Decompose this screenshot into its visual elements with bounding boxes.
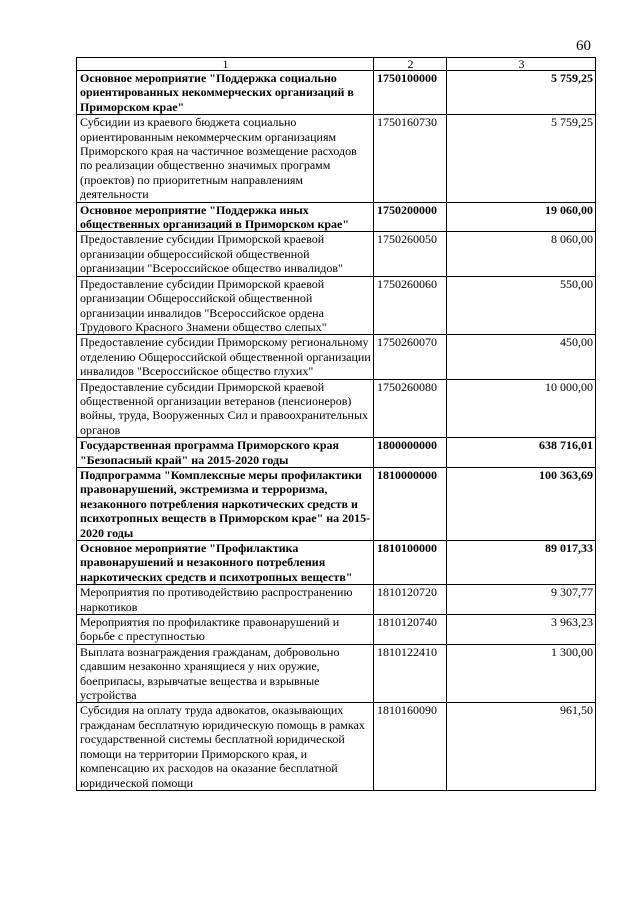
row-amount: 89 017,33 <box>447 541 596 585</box>
row-amount: 550,00 <box>447 276 596 335</box>
row-amount: 9 307,77 <box>447 585 596 615</box>
table-header-row <box>77 58 596 71</box>
row-name: Мероприятия по профилактике правонарушений и борьбе с преступностью <box>77 615 374 645</box>
table-row <box>77 335 596 379</box>
table-row <box>77 644 596 703</box>
row-name: Выплата вознаграждения гражданам, добровольно сдавшим незаконно хранящиеся у них оружие, боеприпасы, взрывчатые вещества и взрывные устройства <box>77 644 374 703</box>
row-name: Основное мероприятие "Поддержка иных общественных организаций в Приморском крае" <box>77 202 374 232</box>
table-row <box>77 202 596 232</box>
row-code: 1750260060 <box>374 276 447 335</box>
row-code: 1750100000 <box>374 71 447 115</box>
table-row <box>77 232 596 276</box>
row-amount: 10 000,00 <box>447 379 596 438</box>
table-row <box>77 703 596 790</box>
row-code: 1810160090 <box>374 703 447 790</box>
row-name: Мероприятия по противодействию распространению наркотиков <box>77 585 374 615</box>
row-name: Предоставление субсидии Приморской краевой организации Общероссийской общественной организации инвалидов "Всероссийское ордена Трудового Красного Знамени общество слепых" <box>77 276 374 335</box>
row-code: 1810120720 <box>374 585 447 615</box>
row-amount: 638 716,01 <box>447 438 596 468</box>
row-name: Государственная программа Приморского края "Безопасный край" на 2015-2020 годы <box>77 438 374 468</box>
row-code: 1800000000 <box>374 438 447 468</box>
row-name: Предоставление субсидии Приморской краевой общественной организации ветеранов (пенсионеров) войны, труда, Вооруженных Сил и правоохранительных органов <box>77 379 374 438</box>
row-amount: 961,50 <box>447 703 596 790</box>
row-name: Субсидии из краевого бюджета социально ориентированным некоммерческим организациям Приморского края на частичное возмещение расходов по реализации общественно значимых программ (проектов) по приоритетным направлениям деятельности <box>77 115 374 202</box>
row-name: Подпрограмма "Комплексные меры профилактики правонарушений, экстремизма и терроризма, незаконного потребления наркотических средств и психотропных веществ в Приморском крае" на 2015-2020 годы <box>77 467 374 540</box>
table-row <box>77 541 596 585</box>
row-amount: 19 060,00 <box>447 202 596 232</box>
table-row <box>77 379 596 438</box>
table-row <box>77 615 596 645</box>
row-code: 1750260050 <box>374 232 447 276</box>
table-row <box>77 467 596 540</box>
row-name: Основное мероприятие "Поддержка социально ориентированных некоммерческих организаций в Приморском крае" <box>77 71 374 115</box>
row-amount: 1 300,00 <box>447 644 596 703</box>
row-name: Предоставление субсидии Приморскому региональному отделению Общероссийской общественной организации инвалидов "Всероссийское общество глухих" <box>77 335 374 379</box>
column-header: 1 <box>77 58 374 71</box>
row-name: Субсидия на оплату труда адвокатов, оказывающих гражданам бесплатную юридическую помощь в рамках государственной системы бесплатной юридической помощи на территории Приморского края, и компенсацию их расходов на оказание бесплатной юридической помощи <box>77 703 374 790</box>
table-row <box>77 115 596 202</box>
table-row <box>77 585 596 615</box>
budget-table <box>76 57 596 791</box>
row-code: 1810122410 <box>374 644 447 703</box>
row-code: 1810000000 <box>374 467 447 540</box>
row-code: 1750200000 <box>374 202 447 232</box>
row-amount: 100 363,69 <box>447 467 596 540</box>
column-header: 3 <box>447 58 596 71</box>
row-amount: 3 963,23 <box>447 615 596 645</box>
column-header: 2 <box>374 58 447 71</box>
row-name: Основное мероприятие "Профилактика правонарушений и незаконного потребления наркотических средств и психотропных веществ" <box>77 541 374 585</box>
table-row <box>77 438 596 468</box>
table-row <box>77 71 596 115</box>
row-code: 1750160730 <box>374 115 447 202</box>
row-name: Предоставление субсидии Приморской краевой организации общероссийской общественной организации "Всероссийское общество инвалидов" <box>77 232 374 276</box>
row-amount: 5 759,25 <box>447 115 596 202</box>
page-number: 60 <box>576 38 591 54</box>
row-code: 1810100000 <box>374 541 447 585</box>
table-row <box>77 276 596 335</box>
row-code: 1750260080 <box>374 379 447 438</box>
row-code: 1750260070 <box>374 335 447 379</box>
row-amount: 450,00 <box>447 335 596 379</box>
row-amount: 8 060,00 <box>447 232 596 276</box>
row-amount: 5 759,25 <box>447 71 596 115</box>
row-code: 1810120740 <box>374 615 447 645</box>
